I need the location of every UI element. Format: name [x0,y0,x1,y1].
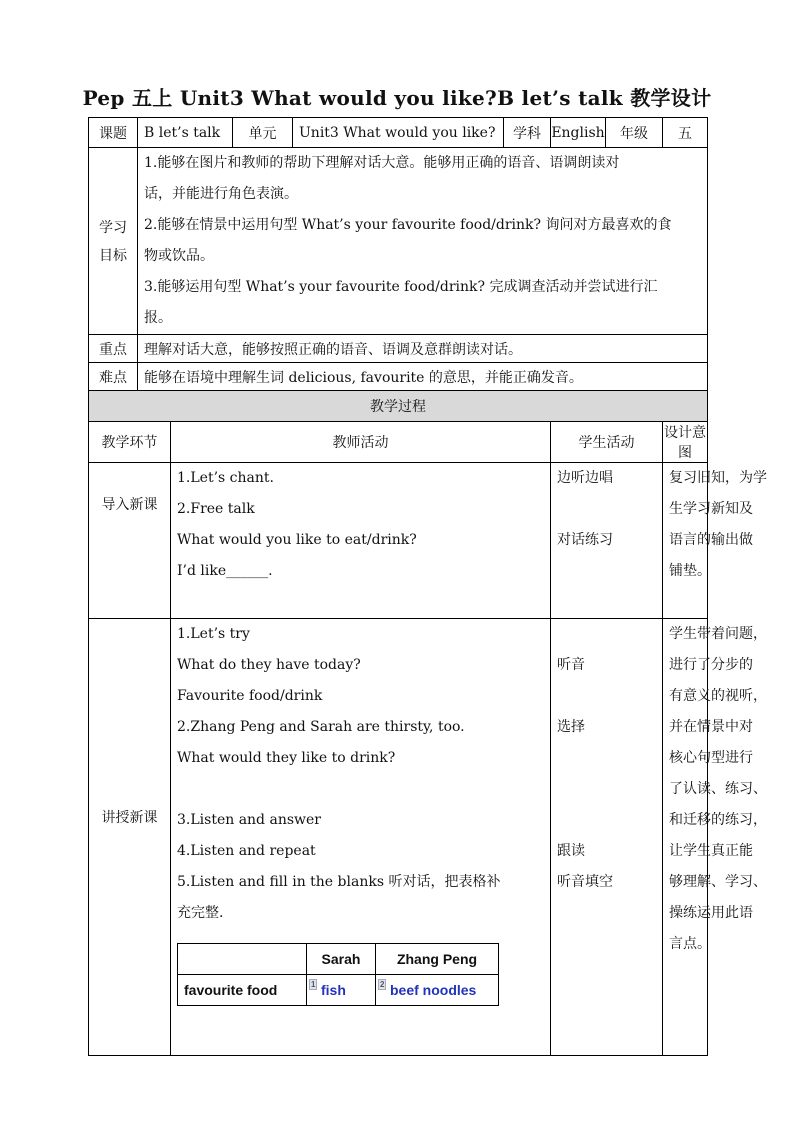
intro-intent: 复习旧知，为学 生学习新知及 语言的输出做 铺垫。 [663,463,708,619]
grade-label: 年级 [606,118,663,148]
process-header: 教学过程 [89,391,708,422]
key-point-label: 重点 [89,335,138,363]
fill-blanks-table [177,943,499,1006]
column-header-row [89,422,708,463]
info-row [89,118,708,148]
difficulty-text: 能够在语境中理解生词 delicious, favourite 的意思，并能正确发音。 [138,363,708,391]
answer-text: fish [321,982,346,998]
col-intent: 设计意图 [663,422,708,463]
fill-table-header-sarah: Sarah [307,944,376,975]
answer-number-badge: 1 [311,980,316,989]
fill-table-corner [178,944,307,975]
fill-table-row-label: favourite food [178,975,307,1006]
col-teacher: 教师活动 [171,422,551,463]
page-title: Pep 五上 Unit3 What would you like?B let’s talk 教学设计 [82,86,712,110]
subject-label: 学科 [504,118,551,148]
col-stage: 教学环节 [89,422,171,463]
topic-value: B let’s talk [138,118,233,148]
answer-number-badge: 2 [380,980,385,989]
objectives-content: 1.能够在图片和教师的帮助下理解对话大意。能够用正确的语音、语调朗读对 话，并能进行角色表演。 2.能够在情景中运用句型 What’s your favourite food/drink? 询问对方最喜欢的食 物或饮品。 3.能够运用句型 What’s your favourite food/drink? 完成调查活动并尝试进行汇 报。 [138,148,708,335]
teach-row [89,619,708,1056]
topic-label: 课题 [89,118,138,148]
teach-student: 听音 选择 跟读 听音填空 [551,619,663,1056]
subject-value: English [551,118,606,148]
lesson-plan-table [88,117,767,1056]
answer-text: beef noodles [390,982,477,998]
unit-label: 单元 [233,118,293,148]
answer-cell-2 [376,975,499,1006]
teach-teacher: 1.Let’s try What do they have today? Favourite food/drink 2.Zhang Peng and Sarah are thirsty, too. What would they like to drink? 3.Listen and answer 4.Listen and repeat 5.Listen and fill in the blanks 听对话，把表格补 充完整. Sarah Zhang Peng favourite food 1 fish 2 beef noodles [171,619,551,1056]
difficulty-row [89,363,708,391]
intro-row [89,463,708,619]
col-student: 学生活动 [551,422,663,463]
grade-value: 五 [663,118,708,148]
difficulty-label: 难点 [89,363,138,391]
teach-intent: 学生带着问题， 进行了分步的 有意义的视听， 并在情景中对 核心句型进行 了认读、练习、 和迁移的练习， 让学生真正能 够理解、学习、 操练运用此语 言点。 [663,619,708,1056]
teach-stage: 讲授新课 [89,619,171,1056]
process-header-row [89,391,708,422]
intro-stage: 导入新课 [89,463,171,619]
answer-cell-1 [307,975,376,1006]
unit-value: Unit3 What would you like? [293,118,504,148]
objectives-label: 学习 目标 [89,148,138,335]
intro-teacher: 1.Let’s chant. 2.Free talk What would you like to eat/drink? I’d like______. [171,463,551,619]
key-point-row [89,335,708,363]
objectives-row [89,148,708,335]
fill-table-header-zhang-peng: Zhang Peng [376,944,499,975]
key-point-text: 理解对话大意，能够按照正确的语音、语调及意群朗读对话。 [138,335,708,363]
intro-student: 边听边唱 对话练习 [551,463,663,619]
